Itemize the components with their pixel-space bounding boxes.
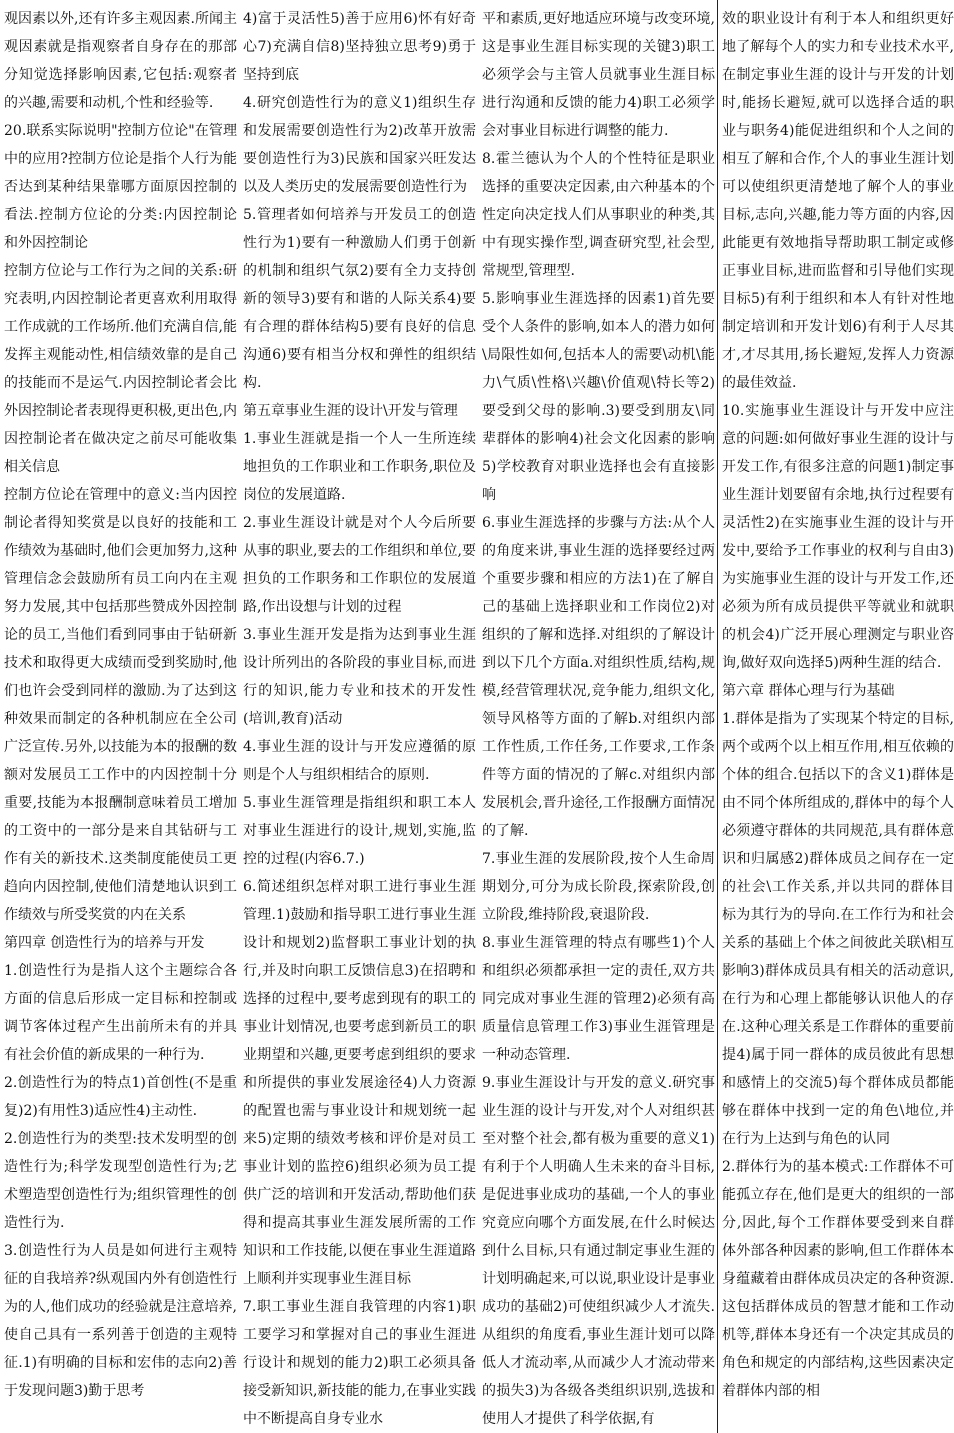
paragraph: 4.事业生涯的设计与开发应遵循的原则是个人与组织相结合的原则. <box>243 739 476 783</box>
text-column-2 <box>243 0 476 1433</box>
paragraph: 2.事业生涯设计就是对个人今后所要从事的职业,要去的工作组织和单位,要担负的工作职务和工作职位的发展道路,作出设想与计划的过程 <box>243 515 476 615</box>
paragraph: 1.群体是指为了实现某个特定的目标,两个或两个以上相互作用,相互依赖的个体的组合.包括以下的含义1)群体是由不同个体所组成的,群体中的每个人必须遵守群体的共同规范,具有群体意识和归属感2)群体成员之间存在一定的社会\工作关系,并以共同的群体目标为其行为的导向.在工作行为和社会关系的基础上个体之间彼此关联\相互影响3)群体成员具有相关的活动意识,在行为和心理上都能够认识他人的存在.这种心理关系是工作群体的重要前提4)属于同一群体的成员彼此有思想和感情上的交流5)每个群体成员都能够在群体中找到一定的角色\地位,并在行为上达到与角色的认同 <box>722 711 954 1147</box>
paragraph: 10.实施事业生涯设计与开发中应注意的问题:如何做好事业生涯的设计与开发工作,有很多注意的问题1)制定事业生涯计划要留有余地,执行过程要有灵活性2)在实施事业生涯的设计与开发中,要给予工作事业的权利与自由3)为实施事业生涯的设计与开发工作,还必须为所有成员提供平等就业和就职的机会4)广泛开展心理测定与职业咨询,做好双向选择5)两种生涯的结合. <box>722 403 954 671</box>
paragraph: 5.事业生涯管理是指组织和职工本人对事业生涯进行的设计,规划,实施,监控的过程(内容6.7.) <box>243 795 476 867</box>
paragraph: 平和素质,更好地适应环境与改变环境,这是事业生涯目标实现的关键3)职工必须学会与主管人员就事业生涯目标进行沟通和反馈的能力4)职工必须学会对事业目标进行调整的能力. <box>482 11 715 139</box>
paragraph: 9.事业生涯设计与开发的意义.研究事业生涯的设计与开发,对个人对组织甚至对整个社会,都有极为重要的意义1)有利于个人明确人生未来的奋斗目标,是促进事业成功的基础,一个人的事业究竟应向哪个方面发展,在什么时候达到什么目标,只有通过制定事业生涯的计划明确起来,可以说,职业设计是事业成功的基础2)可使组织减少人才流失.从组织的角度看,事业生涯计划可以降低人才流动率,从而减少人才流动带来的损失3)为各级各类组织识别,选拔和使用人才提供了科学依据,有 <box>482 1075 715 1427</box>
paragraph: 20.联系实际说明"控制方位论"在管理中的应用?控制方位论是指个人行为能否达到某种结果靠哪方面原因控制的看法.控制方位论的分类:内因控制论和外因控制论 <box>4 123 237 251</box>
paragraph: 2.创造性行为的特点1)首创性(不是重复)2)有用性3)适应性4)主动性. <box>4 1075 237 1119</box>
text-column-3 <box>482 0 715 1433</box>
paragraph: 4)富于灵活性5)善于应用6)怀有好奇心7)充满自信8)坚持独立思考9)勇于坚持到底 <box>243 11 476 83</box>
paragraph: 7.职工事业生涯自我管理的内容1)职工要学习和掌握对自己的事业生涯进行设计和规划的能力2)职工必须具备接受新知识,新技能的能力,在事业实践中不断提高自身专业水 <box>243 1299 476 1427</box>
paragraph: 7.事业生涯的发展阶段,按个人生命周期划分,可分为成长阶段,探索阶段,创立阶段,维持阶段,衰退阶段. <box>482 851 715 923</box>
paragraph: 2.群体行为的基本模式:工作群体不可能孤立存在,他们是更大的组织的一部分,因此,每个工作群体要受到来自群体外部各种因素的影响,但工作群体本身蕴藏着由群体成员决定的各种资源.这包括群体成员的智慧才能和工作动机等,群体本身还有一个决定其成员的角色和规定的内部结构,这些因素决定着群体内部的相 <box>722 1159 954 1399</box>
paragraph: 2.创造性行为的类型:技术发明型的创造性行为;科学发现型创造性行为;艺术塑造型创造性行为;组织管理性的创造性行为. <box>4 1131 237 1231</box>
paragraph: 观因素以外,还有许多主观因素.所闻主观因素就是指观察者自身存在的那部分知觉选择影响因素,它包括:观察者的兴趣,需要和动机,个性和经验等. <box>4 11 237 111</box>
paragraph: 1.创造性行为是指人这个主题综合各方面的信息后形成一定目标和控制或调节客体过程产生出前所未有的并具有社会价值的新成果的一种行为. <box>4 963 237 1063</box>
paragraph: 控制方位论在管理中的意义:当内因控制论者得知奖赏是以良好的技能和工作绩效为基础时,他们会更加努力,这种管理信念会鼓励所有员工向内在主观努力发展,其中包括那些赞成外因控制论的员工,当他们看到同事由于钻研新技术和取得更大成绩而受到奖励时,他们也许会受到同样的激励.为了达到这种效果而制定的各种机制应在全公司广泛宣传.另外,以技能为本的报酬的数额对发展员工工作中的内因控制十分重要,技能为本报酬制意味着员工增加的工资中的一部分是来自其钻研与工作有关的新技术.这类制度能使员工更趋向内因控制,使他们清楚地认识到工作绩效与所受奖赏的内在关系 <box>4 487 237 923</box>
paragraph: 1.事业生涯就是指一个人一生所连续地担负的工作职业和工作职务,职位及岗位的发展道路. <box>243 431 476 503</box>
paragraph: 5.影响事业生涯选择的因素1)首先要受个人条件的影响,如本人的潜力如何\局限性如何,包括本人的需要\动机\能力\气质\性格\兴趣\价值观\特长等2)要受到父母的影响.3)要受到朋友\同辈群体的影响4)社会文化因素的影响5)学校教育对职业选择也会有直接影响 <box>482 291 715 503</box>
chapter-heading: 第六章 群体心理与行为基础 <box>722 683 895 699</box>
paragraph: 控制方位论与工作行为之间的关系:研究表明,内因控制论者更喜欢利用取得工作成就的工作场所.他们充满自信,能发挥主观能动性,相信绩效靠的是自己的技能而不是运气.内因控制论者会比外因控制论者表现得更积极,更出色,内因控制论者在做决定之前尽可能收集相关信息 <box>4 263 237 475</box>
paragraph: 3.事业生涯开发是指为达到事业生涯设计所列出的各阶段的事业目标,而进行的知识,能力专业和技术的开发性(培训,教育)活动 <box>243 627 476 727</box>
paragraph: 5.管理者如何培养与开发员工的创造性行为1)要有一种激励人们勇于创新的机制和组织气氛2)要有全力支持创新的领导3)要有和谐的人际关系4)要有合理的群体结构5)要有良好的信息沟通6)要有相当分权和弹性的组织结构. <box>243 207 476 391</box>
paragraph: 8.事业生涯管理的特点有哪些1)个人和组织必须都承担一定的责任,双方共同完成对事业生涯的管理2)必须有高质量信息管理工作3)事业生涯管理是一种动态管理. <box>482 935 715 1063</box>
text-column-4 <box>717 0 954 1433</box>
paragraph: 6.简述组织怎样对职工进行事业生涯管理.1)鼓励和指导职工进行事业生涯设计和规划2)监督职工事业计划的执行,并及时向职工反馈信息3)在招聘和选择的过程中,要考虑到现有的职工的事业计划情况,也要考虑到新员工的职业期望和兴趣,更要考虑到组织的要求和所提供的事业发展途径4)人力资源的配置也需与事业设计和规划统一起来5)定期的绩效考核和评价是对员工事业计划的监控6)组织必须为员工提供广泛的培训和开发活动,帮助他们获得和提高其事业生涯发展所需的工作知识和工作技能,以便在事业生涯道路上顺利并实现事业生涯目标 <box>243 879 476 1287</box>
chapter-heading: 第五章事业生涯的设计\开发与管理 <box>243 403 458 419</box>
paragraph: 6.事业生涯选择的步骤与方法:从个人的角度来讲,事业生涯的选择要经过两个重要步骤和相应的方法1)在了解自己的基础上选择职业和工作岗位2)对组织的了解和选择.对组织的了解设计到以下几个方面a.对组织性质,结构,规模,经营管理状况,竞争能力,组织文化,领导风格等方面的了解b.对组织内部工作性质,工作任务,工作要求,工作条件等方面的情况的了解c.对组织内部发展机会,晋升途径,工作报酬方面情况的了解. <box>482 515 715 839</box>
chapter-heading: 第四章 创造性行为的培养与开发 <box>4 935 205 951</box>
paragraph: 4.研究创造性行为的意义1)组织生存和发展需要创造性行为2)改革开放需要创造性行为3)民族和国家兴旺发达以及人类历史的发展需要创造性行为 <box>243 95 476 195</box>
text-column-1 <box>4 0 237 1433</box>
paragraph: 效的职业设计有利于本人和组织更好地了解每个人的实力和专业技术水平,在制定事业生涯的设计与开发的计划时,能扬长避短,就可以选择合适的职业与职务4)能促进组织和个人之间的相互了解和合作,个人的事业生涯计划可以使组织更清楚地了解个人的事业目标,志向,兴趣,能力等方面的内容,因此能更有效地指导帮助职工制定或修正事业目标,进而监督和引导他们实现目标5)有利于组织和本人有针对性地制定培训和开发计划6)有利于人尽其才,才尽其用,扬长避短,发挥人力资源的最佳效益. <box>722 11 954 391</box>
paragraph: 3.创造性行为人员是如何进行主观特征的自我培养?纵观国内外有创造性行为的人,他们成功的经验就是注意培养,使自己具有一系列善于创造的主观特征.1)有明确的目标和宏伟的志向2)善于发现问题3)勤于思考 <box>4 1243 237 1399</box>
paragraph: 8.霍兰德认为个人的个性特征是职业选择的重要决定因素,由六种基本的个性定向决定找人们从事职业的种类,其中有现实操作型,调查研究型,社会型,常规型,管理型. <box>482 151 715 279</box>
